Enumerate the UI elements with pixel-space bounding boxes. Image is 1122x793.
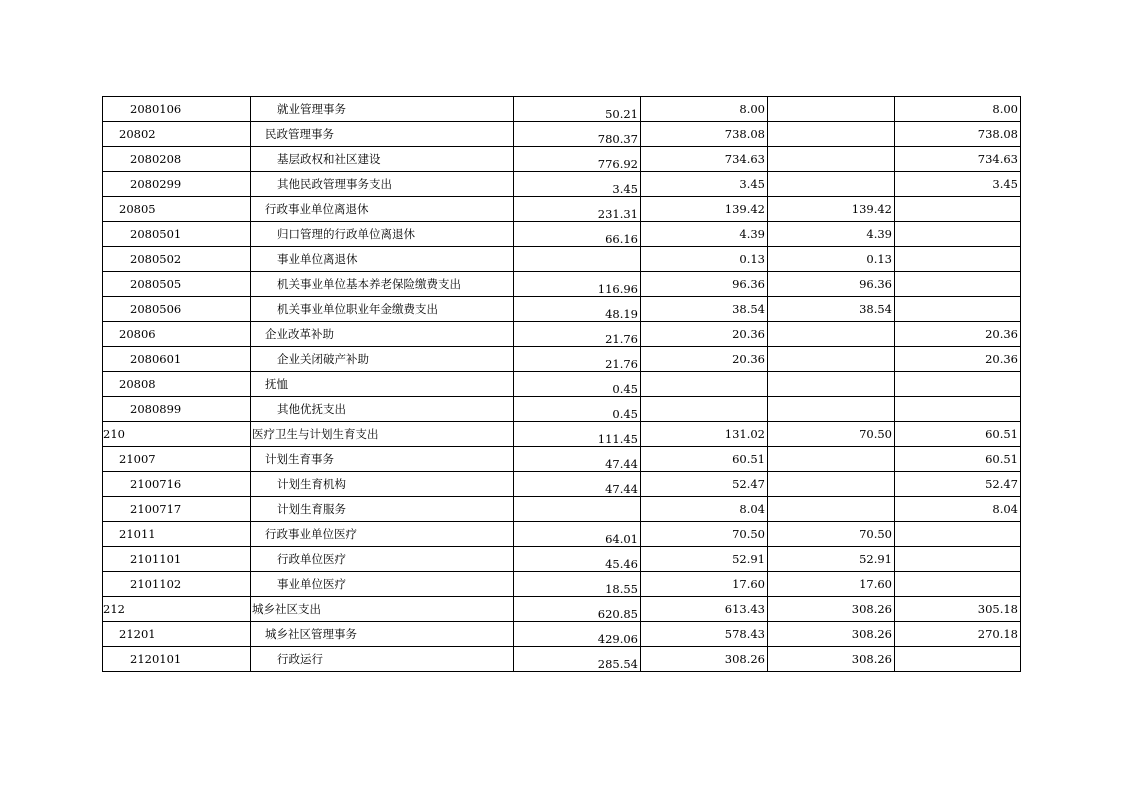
row-col6-value: 734.63 (895, 147, 1021, 172)
row-col5-value: 308.26 (768, 622, 895, 647)
row-col5-value: 17.60 (768, 572, 895, 597)
row-name-cell: 计划生育机构 (251, 472, 514, 497)
row-col3-value: 64.01 (514, 522, 641, 547)
row-name-cell: 机关事业单位基本养老保险缴费支出 (251, 272, 514, 297)
row-col3-value (514, 497, 641, 522)
row-name-cell: 事业单位离退休 (251, 247, 514, 272)
table-row (103, 422, 1021, 447)
row-col3-value: 116.96 (514, 272, 641, 297)
table-row (103, 647, 1021, 672)
row-name-cell: 机关事业单位职业年金缴费支出 (251, 297, 514, 322)
row-col5-value (768, 147, 895, 172)
row-name-cell: 计划生育事务 (251, 447, 514, 472)
row-col3-value: 111.45 (514, 422, 641, 447)
table-row (103, 497, 1021, 522)
row-code-cell: 20806 (103, 322, 251, 347)
table-row (103, 197, 1021, 222)
row-name-cell: 就业管理事务 (251, 97, 514, 122)
row-col3-value: 66.16 (514, 222, 641, 247)
table-row (103, 522, 1021, 547)
row-col5-value: 70.50 (768, 522, 895, 547)
row-col4-value: 52.91 (641, 547, 768, 572)
row-col4-value: 0.13 (641, 247, 768, 272)
row-col3-value: 21.76 (514, 322, 641, 347)
row-code-cell: 2080106 (103, 97, 251, 122)
row-col4-value: 131.02 (641, 422, 768, 447)
row-name-cell: 事业单位医疗 (251, 572, 514, 597)
row-col3-value: 231.31 (514, 197, 641, 222)
row-col3-value: 18.55 (514, 572, 641, 597)
row-name-cell: 企业关闭破产补助 (251, 347, 514, 372)
row-col5-value (768, 97, 895, 122)
table-row (103, 147, 1021, 172)
table-row (103, 172, 1021, 197)
row-col3-value: 50.21 (514, 97, 641, 122)
row-code-cell: 210 (103, 422, 251, 447)
row-col4-value (641, 372, 768, 397)
row-col6-value (895, 222, 1021, 247)
table-row (103, 272, 1021, 297)
row-col4-value: 52.47 (641, 472, 768, 497)
row-col6-value: 3.45 (895, 172, 1021, 197)
row-col3-value: 21.76 (514, 347, 641, 372)
row-col6-value (895, 547, 1021, 572)
row-col5-value (768, 122, 895, 147)
row-col5-value (768, 347, 895, 372)
row-code-cell: 21011 (103, 522, 251, 547)
row-col5-value (768, 472, 895, 497)
row-col5-value (768, 397, 895, 422)
row-col4-value: 738.08 (641, 122, 768, 147)
table-row (103, 597, 1021, 622)
table-row (103, 122, 1021, 147)
row-col3-value: 45.46 (514, 547, 641, 572)
row-code-cell: 2101102 (103, 572, 251, 597)
row-col4-value: 578.43 (641, 622, 768, 647)
table-row (103, 572, 1021, 597)
row-name-cell: 行政运行 (251, 647, 514, 672)
row-name-cell: 企业改革补助 (251, 322, 514, 347)
row-col3-value: 0.45 (514, 372, 641, 397)
row-code-cell: 20802 (103, 122, 251, 147)
row-col4-value: 96.36 (641, 272, 768, 297)
row-col6-value: 20.36 (895, 322, 1021, 347)
row-col6-value: 8.04 (895, 497, 1021, 522)
table-row (103, 372, 1021, 397)
row-name-cell: 基层政权和社区建设 (251, 147, 514, 172)
row-code-cell: 2080501 (103, 222, 251, 247)
row-code-cell: 2080502 (103, 247, 251, 272)
row-col5-value: 38.54 (768, 297, 895, 322)
row-col6-value (895, 522, 1021, 547)
table-row (103, 322, 1021, 347)
row-col3-value: 3.45 (514, 172, 641, 197)
row-col4-value: 70.50 (641, 522, 768, 547)
row-name-cell: 计划生育服务 (251, 497, 514, 522)
row-code-cell: 2080506 (103, 297, 251, 322)
table-row (103, 347, 1021, 372)
row-col3-value: 47.44 (514, 447, 641, 472)
row-col3-value (514, 247, 641, 272)
row-col5-value: 308.26 (768, 647, 895, 672)
row-col5-value: 139.42 (768, 197, 895, 222)
row-col5-value: 0.13 (768, 247, 895, 272)
budget-table (102, 96, 1021, 672)
table-row (103, 622, 1021, 647)
row-col3-value: 0.45 (514, 397, 641, 422)
table-row (103, 247, 1021, 272)
budget-table-body (103, 97, 1021, 672)
row-col3-value: 776.92 (514, 147, 641, 172)
row-col5-value: 4.39 (768, 222, 895, 247)
row-col6-value: 52.47 (895, 472, 1021, 497)
row-col4-value: 3.45 (641, 172, 768, 197)
row-col6-value: 60.51 (895, 447, 1021, 472)
row-col4-value: 308.26 (641, 647, 768, 672)
row-col4-value: 17.60 (641, 572, 768, 597)
row-code-cell: 21201 (103, 622, 251, 647)
table-row (103, 97, 1021, 122)
row-code-cell: 2120101 (103, 647, 251, 672)
row-col6-value (895, 297, 1021, 322)
row-col5-value: 96.36 (768, 272, 895, 297)
row-col6-value (895, 197, 1021, 222)
table-row (103, 222, 1021, 247)
row-name-cell: 医疗卫生与计划生育支出 (251, 422, 514, 447)
row-col6-value (895, 647, 1021, 672)
table-row (103, 397, 1021, 422)
row-col4-value: 38.54 (641, 297, 768, 322)
row-col4-value (641, 397, 768, 422)
row-col3-value: 429.06 (514, 622, 641, 647)
row-code-cell: 2100717 (103, 497, 251, 522)
row-code-cell: 20805 (103, 197, 251, 222)
table-row (103, 472, 1021, 497)
row-col6-value: 738.08 (895, 122, 1021, 147)
row-col5-value: 308.26 (768, 597, 895, 622)
row-col6-value: 270.18 (895, 622, 1021, 647)
row-code-cell: 2080299 (103, 172, 251, 197)
row-col6-value: 305.18 (895, 597, 1021, 622)
row-code-cell: 2080505 (103, 272, 251, 297)
row-name-cell: 归口管理的行政单位离退休 (251, 222, 514, 247)
row-col5-value (768, 447, 895, 472)
row-code-cell: 21007 (103, 447, 251, 472)
table-row (103, 297, 1021, 322)
row-col6-value (895, 247, 1021, 272)
row-col6-value: 8.00 (895, 97, 1021, 122)
row-col5-value: 70.50 (768, 422, 895, 447)
row-name-cell: 抚恤 (251, 372, 514, 397)
row-col6-value (895, 572, 1021, 597)
row-name-cell: 行政事业单位离退休 (251, 197, 514, 222)
row-col3-value: 48.19 (514, 297, 641, 322)
row-col6-value (895, 397, 1021, 422)
table-row (103, 547, 1021, 572)
row-code-cell: 2080208 (103, 147, 251, 172)
row-col4-value: 8.00 (641, 97, 768, 122)
row-code-cell: 2080601 (103, 347, 251, 372)
row-col4-value: 20.36 (641, 347, 768, 372)
row-code-cell: 2080899 (103, 397, 251, 422)
row-col6-value: 60.51 (895, 422, 1021, 447)
row-col4-value: 139.42 (641, 197, 768, 222)
row-col5-value (768, 497, 895, 522)
row-col5-value (768, 372, 895, 397)
row-col4-value: 734.63 (641, 147, 768, 172)
row-col3-value: 285.54 (514, 647, 641, 672)
row-col4-value: 60.51 (641, 447, 768, 472)
row-col6-value (895, 372, 1021, 397)
row-col4-value: 4.39 (641, 222, 768, 247)
row-col3-value: 47.44 (514, 472, 641, 497)
row-name-cell: 城乡社区支出 (251, 597, 514, 622)
row-code-cell: 2101101 (103, 547, 251, 572)
row-col6-value: 20.36 (895, 347, 1021, 372)
row-col4-value: 613.43 (641, 597, 768, 622)
row-col6-value (895, 272, 1021, 297)
row-col3-value: 620.85 (514, 597, 641, 622)
row-name-cell: 其他民政管理事务支出 (251, 172, 514, 197)
row-code-cell: 2100716 (103, 472, 251, 497)
row-name-cell: 城乡社区管理事务 (251, 622, 514, 647)
row-col3-value: 780.37 (514, 122, 641, 147)
row-col5-value: 52.91 (768, 547, 895, 572)
row-col4-value: 20.36 (641, 322, 768, 347)
row-name-cell: 民政管理事务 (251, 122, 514, 147)
row-col4-value: 8.04 (641, 497, 768, 522)
row-col5-value (768, 172, 895, 197)
table-row (103, 447, 1021, 472)
row-code-cell: 212 (103, 597, 251, 622)
row-code-cell: 20808 (103, 372, 251, 397)
row-name-cell: 行政事业单位医疗 (251, 522, 514, 547)
row-name-cell: 其他优抚支出 (251, 397, 514, 422)
row-name-cell: 行政单位医疗 (251, 547, 514, 572)
row-col5-value (768, 322, 895, 347)
